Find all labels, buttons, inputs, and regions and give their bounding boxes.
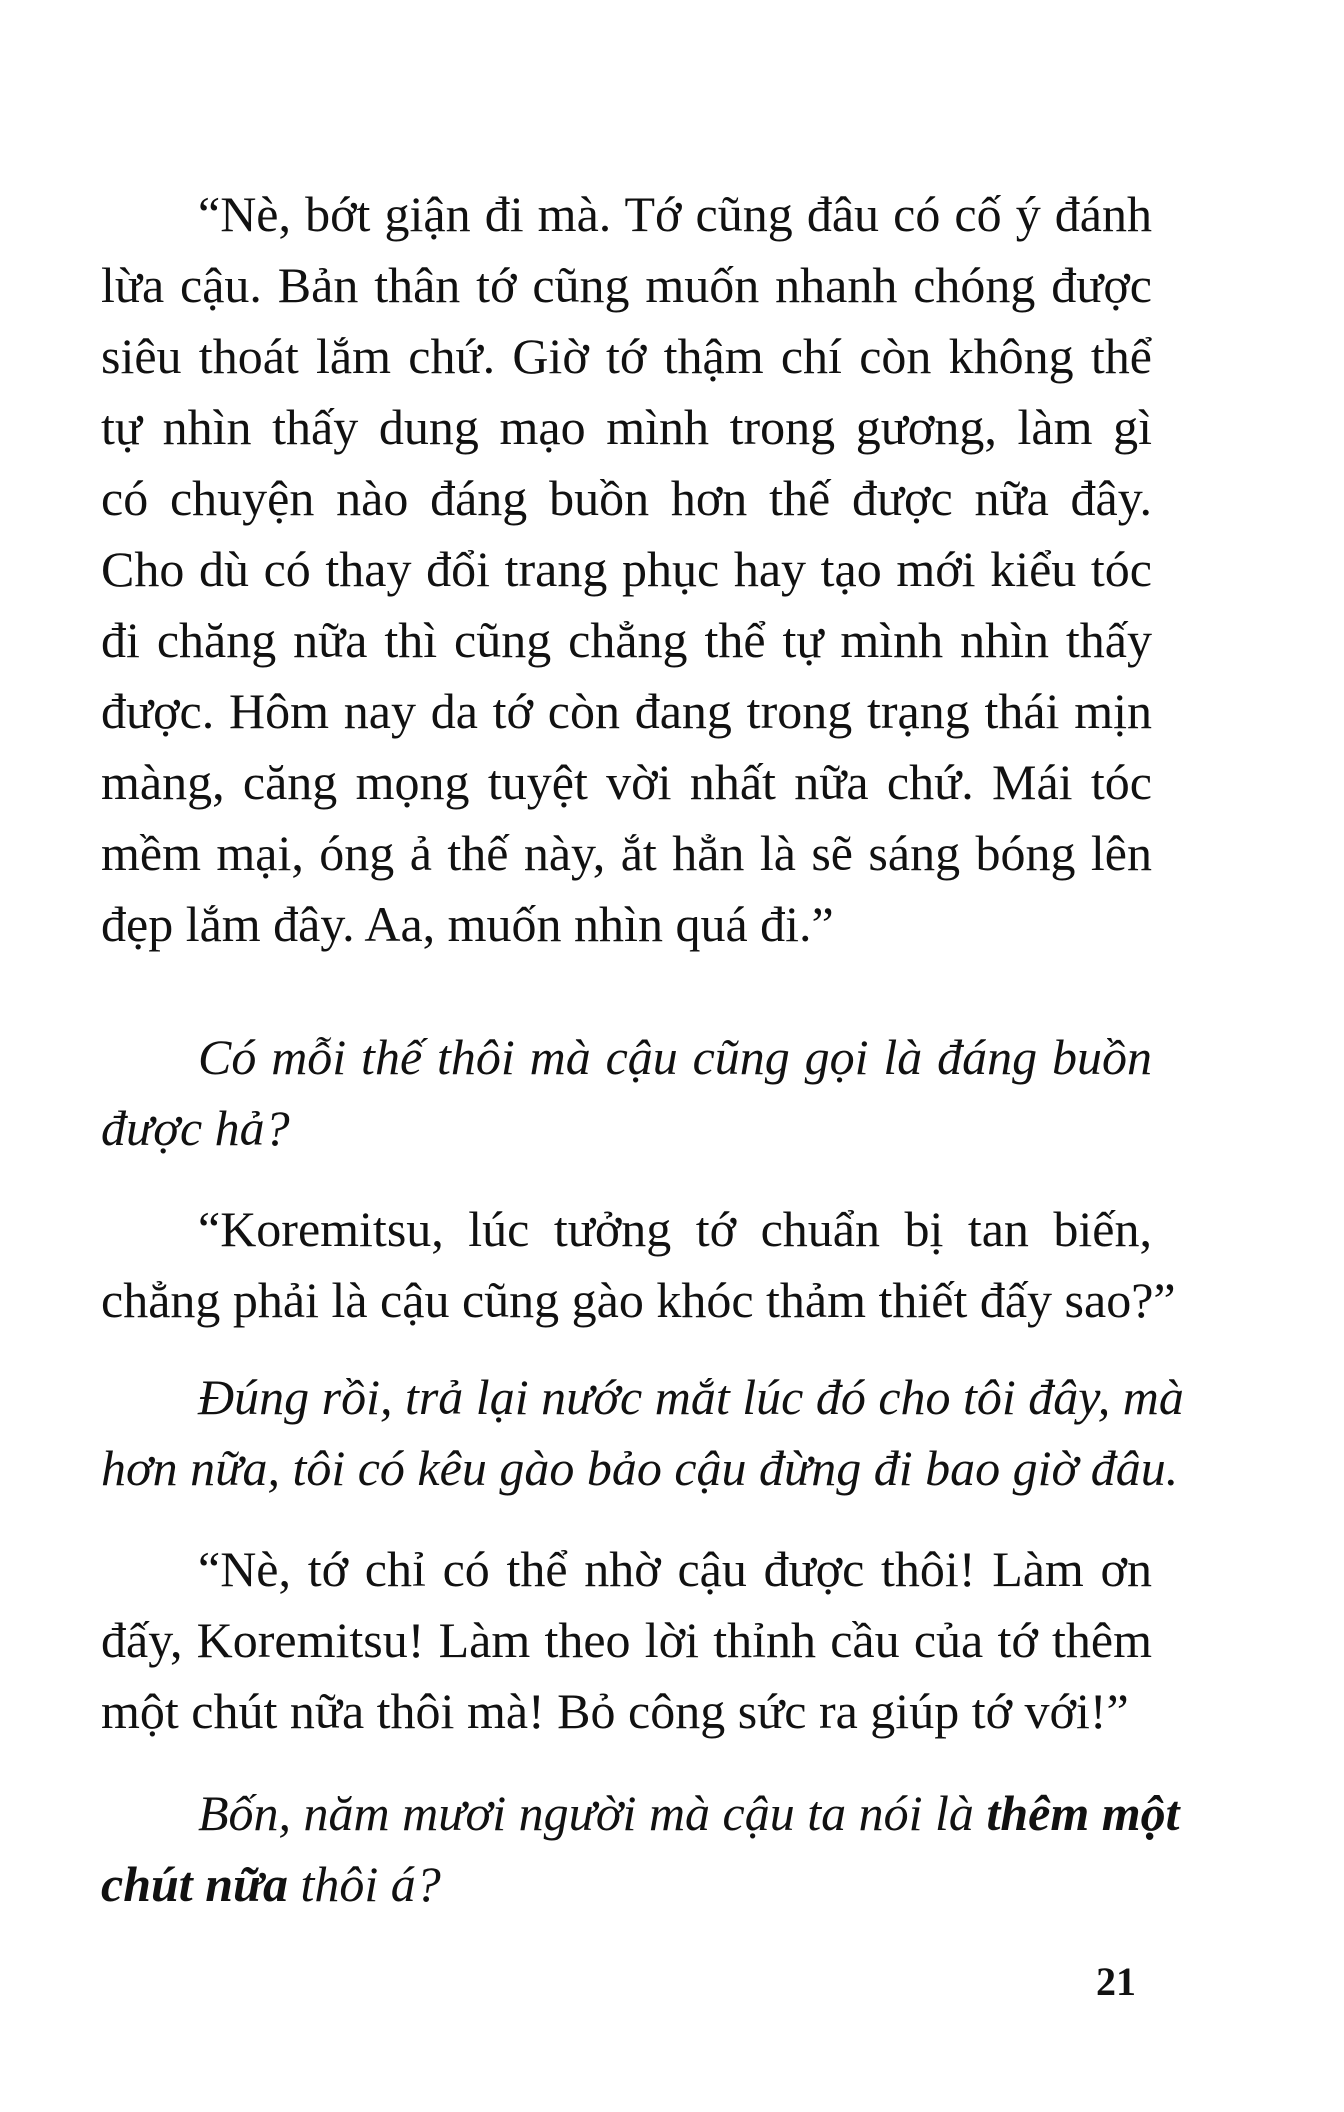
text-line — [101, 179, 1152, 250]
text-line — [101, 605, 1152, 676]
paragraph — [101, 1362, 1184, 1504]
text-segment: Có mỗi thế thôi mà cậu cũng gọi là đáng buồn — [198, 1029, 1152, 1085]
text-segment: thôi á? — [287, 1856, 441, 1912]
text-line — [101, 463, 1152, 534]
text-line — [101, 889, 1152, 960]
text-segment: Cho dù có thay đổi trang phục hay tạo mới kiểu tóc — [101, 541, 1152, 597]
text-segment: được hả? — [101, 1100, 290, 1156]
text-line — [101, 1534, 1152, 1605]
text-line — [101, 1093, 1152, 1164]
text-line — [101, 1849, 1152, 1920]
paragraph — [101, 1194, 1176, 1336]
text-segment: tự nhìn thấy dung mạo mình trong gương, làm gì — [101, 399, 1152, 455]
text-segment: mềm mại, óng ả thế này, ắt hẳn là sẽ sáng bóng lên — [101, 825, 1152, 881]
paragraph — [101, 1778, 1180, 1920]
text-line — [101, 676, 1152, 747]
text-line — [101, 1778, 1180, 1849]
text-segment: đẹp lắm đây. Aa, muốn nhìn quá đi.” — [101, 896, 834, 952]
text-line — [101, 1022, 1152, 1093]
text-line — [101, 534, 1152, 605]
bold-text: chút nữa — [101, 1856, 288, 1912]
text-segment: Bốn, năm mươi người mà cậu ta nói là — [198, 1785, 987, 1841]
text-line — [101, 1194, 1152, 1265]
text-segment: “Nè, tớ chỉ có thể nhờ cậu được thôi! Làm ơn — [198, 1541, 1152, 1597]
text-segment: siêu thoát lắm chứ. Giờ tớ thậm chí còn không thể — [101, 328, 1152, 384]
text-segment: có chuyện nào đáng buồn hơn thế được nữa đây. — [101, 470, 1152, 526]
text-line — [101, 818, 1152, 889]
text-line — [101, 1265, 1176, 1336]
text-line — [101, 1362, 1184, 1433]
text-line — [101, 392, 1152, 463]
text-segment: lừa cậu. Bản thân tớ cũng muốn nhanh chóng được — [101, 257, 1152, 313]
text-segment: đi chăng nữa thì cũng chẳng thể tự mình nhìn thấy — [101, 612, 1152, 668]
text-segment: Đúng rồi, trả lại nước mắt lúc đó cho tôi đây, mà — [198, 1369, 1184, 1425]
text-segment: hơn nữa, tôi có kêu gào bảo cậu đừng đi bao giờ đâu. — [101, 1440, 1179, 1496]
text-segment: màng, căng mọng tuyệt vời nhất nữa chứ. Mái tóc — [101, 754, 1152, 810]
paragraph — [101, 1534, 1152, 1747]
paragraph — [101, 179, 1152, 960]
text-segment: một chút nữa thôi mà! Bỏ công sức ra giúp tớ với!” — [101, 1683, 1129, 1739]
text-segment: được. Hôm nay da tớ còn đang trong trạng thái mịn — [101, 683, 1152, 739]
text-line — [101, 1676, 1152, 1747]
page-number: 21 — [1096, 1959, 1136, 2004]
text-line — [101, 747, 1152, 818]
text-segment: “Nè, bớt giận đi mà. Tớ cũng đâu có cố ý đánh — [198, 186, 1152, 242]
text-line — [101, 1605, 1152, 1676]
text-segment: “Koremitsu, lúc tưởng tớ chuẩn bị tan biến, — [198, 1201, 1152, 1257]
bold-text: thêm một — [986, 1785, 1180, 1841]
text-line — [101, 1433, 1179, 1504]
text-segment: chẳng phải là cậu cũng gào khóc thảm thiết đấy sao?” — [101, 1272, 1176, 1328]
text-segment: đấy, Koremitsu! Làm theo lời thỉnh cầu của tớ thêm — [101, 1612, 1152, 1668]
paragraph — [101, 1022, 1152, 1164]
text-line — [101, 321, 1152, 392]
text-line — [101, 250, 1152, 321]
